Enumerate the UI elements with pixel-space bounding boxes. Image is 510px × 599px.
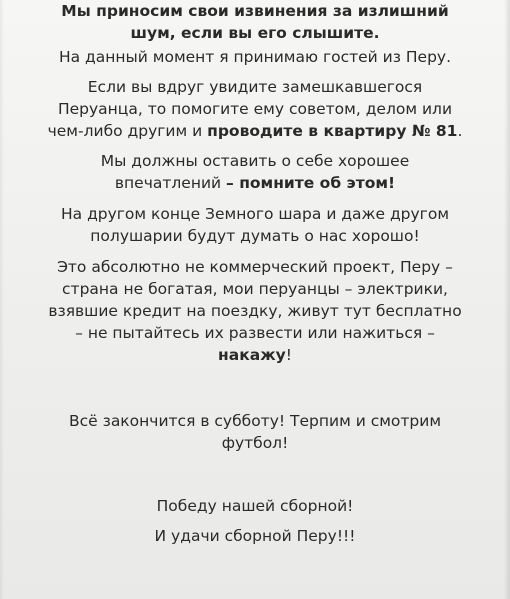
impression-line-2 <box>8 172 502 194</box>
help-line-2: Перуанца, то помогите ему советом, делом или <box>57 100 453 118</box>
project-line-1: Это абсолютно не коммерческий проект, Перу – <box>57 258 453 276</box>
victory-line-1: Победу нашей сборной! <box>156 497 354 515</box>
remember-this-emphasis: – помните об этом! <box>226 174 396 192</box>
project-line-5 <box>8 344 502 366</box>
help-line-3 <box>8 120 502 142</box>
paragraph-saturday <box>8 410 502 454</box>
paragraph-victory <box>8 495 502 517</box>
hemisphere-line-1: На другом конце Земного шара и даже другом <box>60 205 450 223</box>
help-line-3-regular: чем-либо другим и <box>47 122 208 140</box>
heading-line-1: Мы приносим свои извинения за излишний <box>61 2 449 20</box>
impression-line-2-regular: впечатлений <box>114 174 227 192</box>
paper-edge-shadow-left <box>0 0 4 599</box>
project-line-3: взявшие кредит на поездку, живут тут бесплатно <box>48 302 462 320</box>
heading-line-2: шум, если вы его слышите. <box>130 24 380 42</box>
project-line-2: страна не богатая, мои перуанцы – электрики, <box>62 280 448 298</box>
notice-content <box>8 0 502 547</box>
punish-warning: накажу <box>218 346 286 364</box>
project-line-4: – не пытайтесь их развести или нажиться – <box>75 324 435 342</box>
luck-line-1: И удачи сборной Перу!!! <box>154 527 356 545</box>
paragraph-hemisphere <box>8 203 502 247</box>
help-line-3-end: . <box>457 122 463 140</box>
hemisphere-line-2: полушарии будут думать о нас хорошо! <box>90 227 420 245</box>
guests-line-1: На данный момент я принимаю гостей из Перу. <box>58 48 452 66</box>
paragraph-help <box>8 76 502 142</box>
help-line-1: Если вы вдруг увидите замешкавшегося <box>87 78 423 96</box>
project-line-5-end: ! <box>285 346 292 364</box>
notice-heading <box>8 0 502 44</box>
saturday-line-2: футбол! <box>221 434 289 452</box>
apartment-instruction: проводите в квартиру № 81 <box>207 122 458 140</box>
paper-edge-shadow-right <box>504 0 510 599</box>
paragraph-impression <box>8 150 502 194</box>
impression-line-1: Мы должны оставить о себе хорошее <box>100 152 410 170</box>
paragraph-project <box>8 256 502 366</box>
paragraph-luck <box>8 525 502 547</box>
paragraph-guests <box>8 46 502 68</box>
saturday-line-1: Всё закончится в субботу! Терпим и смотрим <box>68 412 442 430</box>
